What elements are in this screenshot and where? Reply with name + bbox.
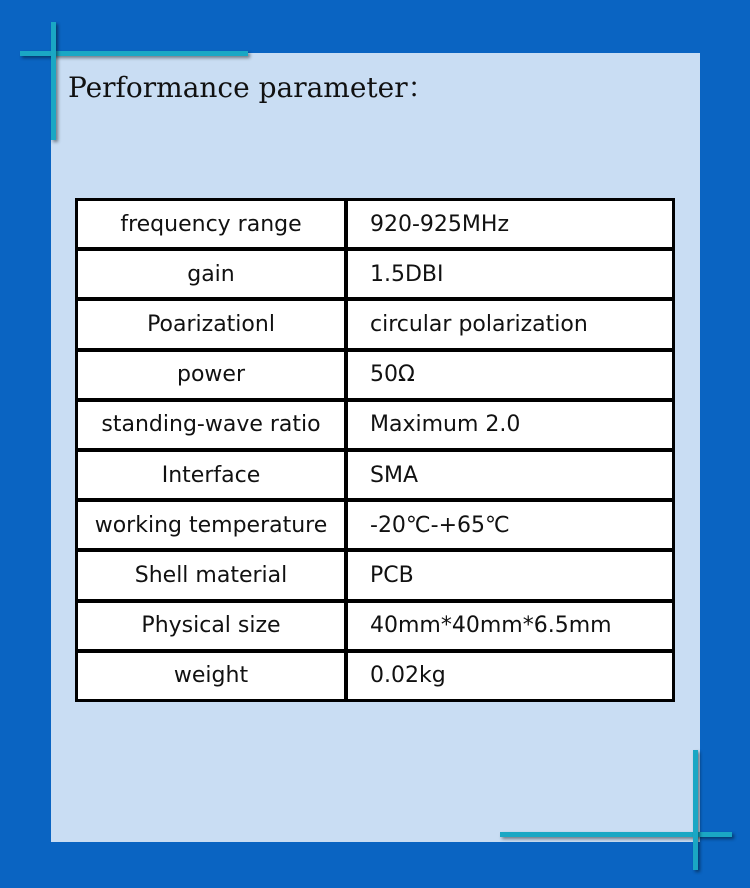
param-value-swr: Maximum 2.0 [348,402,672,448]
param-label-polarization: Poarizationl [78,301,344,347]
param-value-power: 50Ω [348,352,672,398]
parameter-table [75,198,675,702]
param-value-interface: SMA [348,452,672,498]
param-value-shell-material: PCB [348,552,672,598]
param-label-swr: standing-wave ratio [78,402,344,448]
param-value-polarization: circular polarization [348,301,672,347]
corner-line-bottom-right-vertical [693,750,698,870]
param-label-physical-size: Physical size [78,603,344,649]
param-label-working-temperature: working temperature [78,502,344,548]
param-label-gain: gain [78,251,344,297]
page-title: Performance parameter： [68,71,436,104]
param-value-physical-size: 40mm*40mm*6.5mm [348,603,672,649]
param-label-frequency-range: frequency range [78,201,344,247]
corner-line-top-left-vertical [51,22,56,140]
param-label-weight: weight [78,653,344,699]
param-label-shell-material: Shell material [78,552,344,598]
param-value-weight: 0.02kg [348,653,672,699]
param-label-interface: Interface [78,452,344,498]
param-value-working-temperature: -20℃-+65℃ [348,502,672,548]
param-value-gain: 1.5DBI [348,251,672,297]
param-label-power: power [78,352,344,398]
param-value-frequency-range: 920-925MHz [348,201,672,247]
